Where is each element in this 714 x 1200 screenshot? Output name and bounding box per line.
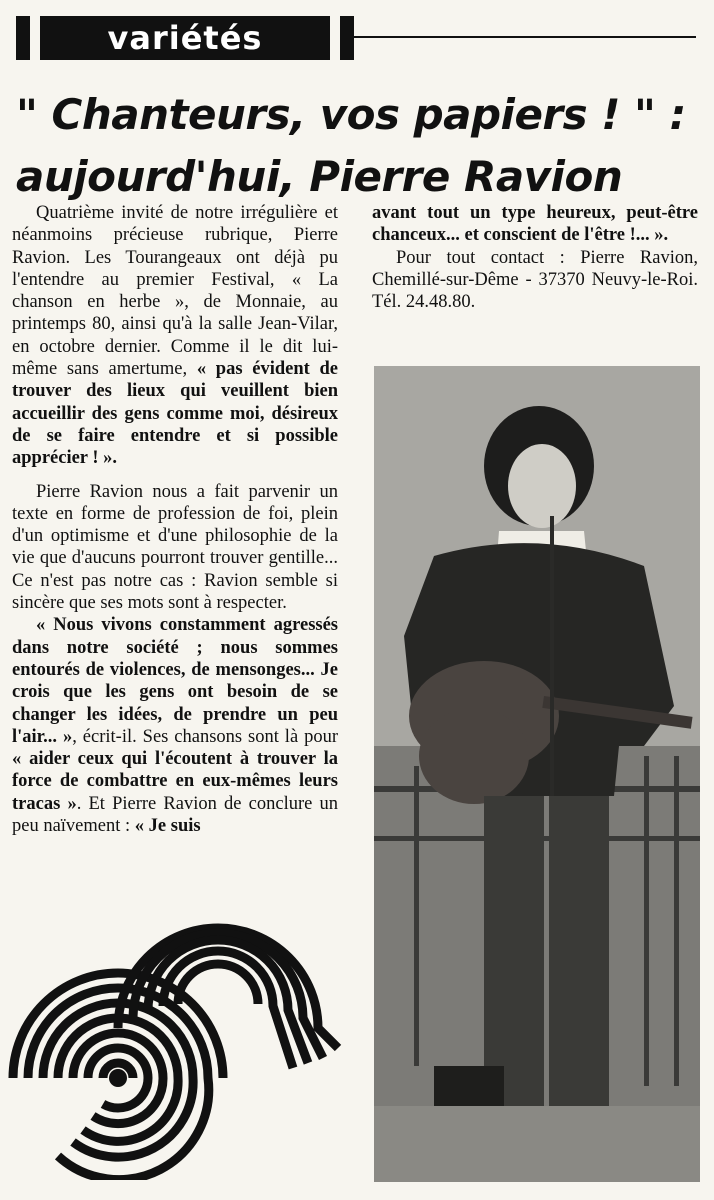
quote-text-2: . Et Pierre Ravion de conclure un peu naïvement : [12, 793, 338, 837]
record-spiral-logo [8, 918, 344, 1180]
quote-2: « aider ceux qui l'écoutent à trouver la force de combattre en eux-mêmes leurs tracas » [12, 749, 338, 814]
singer-photo [374, 366, 700, 1182]
right-column [372, 202, 698, 313]
headline-line-1: " Chanteurs, vos papiers ! " : [16, 90, 686, 139]
paragraph-contact: Pour tout contact : Pierre Ravion, Chemillé-sur-Dême - 37370 Neuvy-le-Roi. Tél. 24.48.80. [372, 247, 698, 313]
section-rubric [16, 14, 696, 64]
rubric-rule [354, 36, 696, 38]
quote-1: « Nous vivons constamment agressés dans notre société ; nous sommes entourés de violences, de mensonges... Je crois que les gens ont besoin de se changer les idées, de prendre un peu l'air... » [12, 615, 338, 747]
continuation-quote: avant tout un type heureux, peut-être chanceux... et conscient de l'être !... ». [372, 203, 698, 246]
quote-3: « Je suis [134, 816, 201, 837]
rubric-bar-left [16, 16, 30, 60]
rubric-bar-right [340, 16, 354, 60]
intro-quote: « pas évident de trouver des lieux qui veuillent bien accueillir des gens comme moi, désireux de se faire entendre et si possible apprécier ! ». [12, 359, 338, 469]
spiral-logo-graphic [8, 918, 344, 1180]
paragraph-intro [12, 202, 338, 470]
paragraph-quote [12, 614, 338, 837]
paragraph-continuation [372, 202, 698, 247]
left-column [12, 202, 338, 837]
headline-line-2: aujourd'hui, Pierre Ravion [16, 152, 623, 201]
section-label: variétés [40, 16, 330, 60]
intro-text: Quatrième invité de notre irrégulière et néanmoins précieuse rubrique, Pierre Ravion. Les Tourangeaux ont déjà pu l'entendre au premier Festival, « La chanson en herbe », de Monnaie, au printemps 80, ainsi qu'à la salle Jean-Vilar, en octobre dernier. Comme il le dit lui-même sans amertume, [12, 203, 338, 380]
headline [16, 84, 700, 208]
quote-text-1: , écrit-il. Ses chansons sont là pour [72, 726, 338, 747]
photo-illustration [374, 366, 700, 1182]
paragraph-profession: Pierre Ravion nous a fait parvenir un texte en forme de profession de foi, plein d'un optimisme et d'une philosophie de la vie que d'aucuns pourront trouver gentille... Ce n'est pas notre cas : Ravion semble si sincère que ses mots sont à respecter. [12, 481, 338, 614]
